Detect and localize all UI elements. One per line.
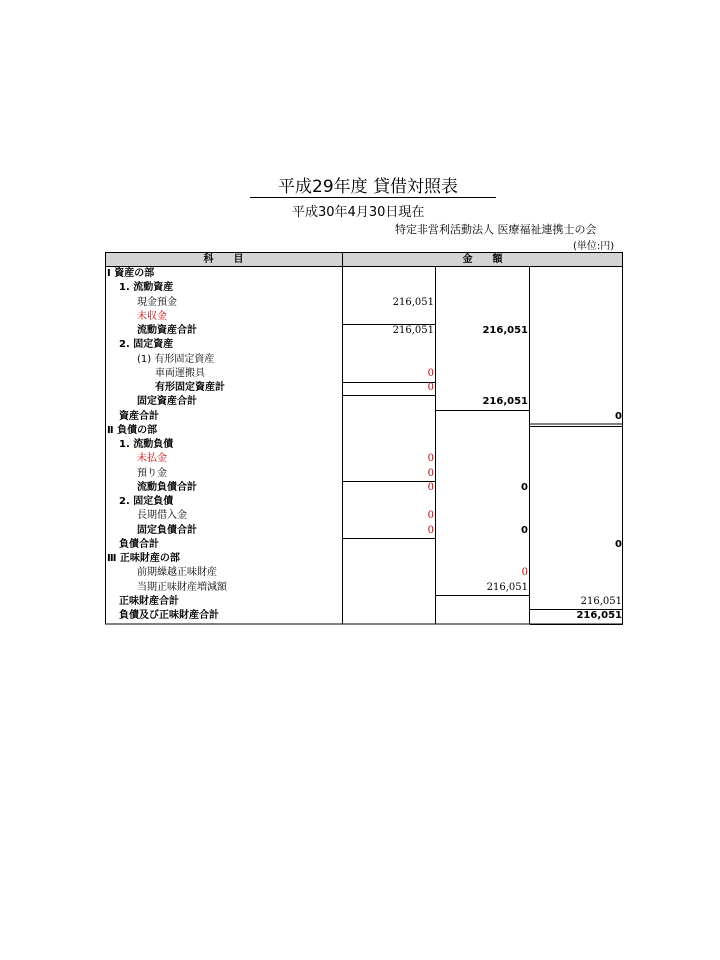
- table-row: [105, 324, 623, 338]
- row-label: 前期繰越正味財産: [137, 567, 217, 579]
- organization-name: 特定非営利活動法人 医療福祉連携士の会: [395, 223, 597, 236]
- table-row: [105, 595, 623, 609]
- unit-label: (単位:円): [573, 241, 615, 252]
- row-label: 長期借入金: [137, 510, 187, 522]
- table-row: [105, 381, 623, 395]
- header-subject: 科 目: [203, 254, 244, 265]
- as-of-date: 平成30年4月30日現在: [292, 205, 425, 220]
- row-label: 未払金: [137, 453, 167, 465]
- table-row: [105, 452, 623, 466]
- row-label: 固定資産合計: [137, 396, 197, 408]
- amount-col-1: 216,051: [392, 325, 434, 336]
- row-label: 正味財産合計: [119, 595, 179, 607]
- table-row: [105, 353, 623, 367]
- table-row: [105, 552, 623, 566]
- amount-col-1: 0: [427, 510, 434, 522]
- table-row: [105, 410, 623, 424]
- table-row: [105, 495, 623, 509]
- amount-col-3: 0: [615, 538, 622, 550]
- table-row: [105, 267, 623, 281]
- amount-col-1: 0: [427, 382, 434, 393]
- row-label: 負債及び正味財産合計: [119, 610, 219, 621]
- table-row: [105, 538, 623, 552]
- row-label: Ⅰ 資産の部: [107, 268, 155, 279]
- table-row: [105, 581, 623, 595]
- row-label: 未収金: [137, 310, 167, 322]
- row-label: 2. 固定負債: [119, 496, 174, 507]
- row-label: Ⅱ 負債の部: [107, 424, 158, 436]
- table-row: [105, 367, 623, 381]
- row-label: 負債合計: [119, 538, 159, 550]
- amount-col-1: 0: [427, 467, 434, 479]
- amount-col-1: 0: [427, 481, 434, 493]
- amount-col-2: 0: [521, 524, 528, 536]
- table-row: [105, 296, 623, 310]
- table-row: [105, 524, 623, 538]
- table-row: [105, 338, 623, 352]
- document-title: 平成29年度 貸借対照表: [250, 177, 496, 198]
- amount-col-2: 216,051: [482, 396, 528, 408]
- table-row: [105, 395, 623, 409]
- table-row: [105, 509, 623, 523]
- amount-col-3: 216,051: [580, 595, 622, 607]
- table-row: [105, 281, 623, 295]
- amount-col-2: 0: [521, 567, 528, 579]
- amount-col-2: 216,051: [486, 581, 528, 593]
- row-label: 流動負債合計: [137, 481, 197, 493]
- row-label: 1. 流動負債: [119, 439, 174, 450]
- balance-sheet-table: [105, 252, 623, 625]
- amount-col-1: 0: [427, 367, 434, 379]
- table-row: [105, 481, 623, 495]
- row-label: 預り金: [137, 467, 167, 479]
- amount-col-3: 216,051: [576, 610, 622, 621]
- table-row: [105, 467, 623, 481]
- row-label: 有形固定資産計: [155, 382, 225, 393]
- amount-col-1: 0: [427, 524, 434, 536]
- row-label: 資産合計: [119, 410, 159, 422]
- row-label: 現金預金: [137, 296, 177, 308]
- amount-col-1: 216,051: [392, 296, 434, 308]
- amount-col-2: 0: [521, 481, 528, 493]
- row-label: 1. 流動資産: [119, 282, 174, 294]
- table-row: [105, 424, 623, 438]
- row-label: 流動資産合計: [137, 325, 197, 336]
- amount-col-1: 0: [427, 453, 434, 465]
- table-row: [105, 438, 623, 452]
- table-row: [105, 310, 623, 324]
- row-label: 2. 固定資産: [119, 339, 174, 351]
- row-label: 固定負債合計: [137, 524, 197, 536]
- table-row: [105, 609, 623, 623]
- row-label: 車両運搬具: [155, 367, 205, 379]
- row-label: 当期正味財産増減額: [137, 581, 227, 593]
- row-label: Ⅲ 正味財産の部: [107, 553, 180, 564]
- table-row: [105, 566, 623, 580]
- header-amount: 金 額: [462, 254, 503, 265]
- amount-col-2: 216,051: [482, 325, 528, 336]
- amount-col-3: 0: [615, 410, 622, 422]
- row-label: (1) 有形固定資産: [137, 353, 215, 365]
